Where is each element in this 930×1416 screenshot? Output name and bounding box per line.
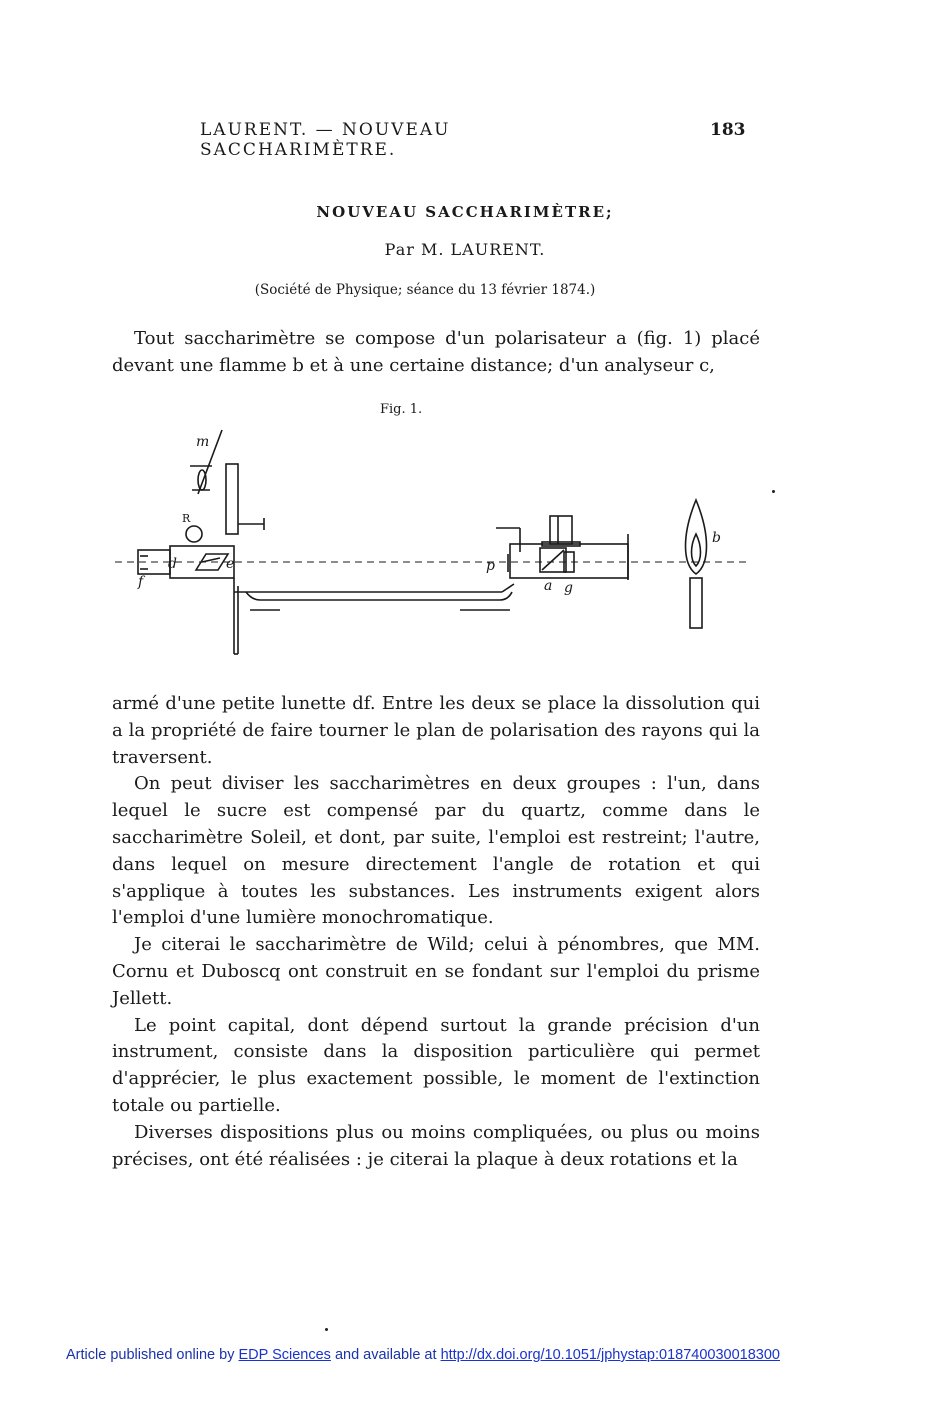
article-title: NOUVEAU SACCHARIMÈTRE;	[316, 203, 614, 221]
label-b: b	[712, 530, 721, 546]
label-a: a	[544, 578, 553, 594]
footer-middle: and available at	[330, 1347, 441, 1363]
vertical-plate	[226, 464, 238, 534]
saccharimeter-figure	[110, 424, 770, 664]
paragraph: On peut diviser les saccharimètres en deux groupes : l'un, dans lequel le sucre est compensé par du quartz, comme dans le saccharimètre Soleil, et dont, par suite, l'emploi est restreint; l'autre, dans lequel on mesure directement l'angle de rotation et qui s'applique à toutes les substances. Les instruments exigent alors l'emploi d'une lumière monochromatique.	[112, 773, 760, 929]
paragraph: Diverses dispositions plus ou moins compliquées, ou plus ou moins précises, ont été réalisées : je citerai la plaque à deux rotations et la	[112, 1121, 760, 1170]
body-text	[112, 691, 760, 1173]
publisher-link[interactable]: EDP Sciences	[238, 1347, 331, 1363]
running-head: LAURENT. — NOUVEAU SACCHARIMÈTRE.	[200, 120, 451, 160]
label-m: m	[196, 434, 210, 450]
paragraph: Tout saccharimètre se compose d'un polarisateur a (fig. 1) placé devant une flamme b et à une certaine distance; d'un analyseur c,	[112, 328, 760, 376]
footer-prefix: Article published online by	[66, 1347, 239, 1363]
intro-paragraph	[112, 326, 760, 380]
paragraph: Le point capital, dont dépend surtout la grande précision d'un instrument, consiste dans la disposition particulière qui permet d'apprécier, le plus exactement possible, le moment de l'extinction totale ou partielle.	[112, 1014, 760, 1116]
label-g: g	[564, 580, 573, 596]
label-d: d	[168, 556, 177, 572]
polariser-housing	[510, 544, 628, 578]
figure-caption: Fig. 1.	[380, 402, 423, 417]
publication-footer	[66, 1347, 780, 1363]
flame	[686, 500, 707, 574]
page-number: 183	[710, 120, 746, 140]
label-e: e	[226, 556, 235, 572]
print-speck	[325, 1328, 328, 1331]
author-byline: Par M. LAURENT.	[384, 240, 546, 259]
paragraph: armé d'une petite lunette df. Entre les deux se place la dissolution qui a la propriété de faire tourner le plan de polarisation des rayons qui la traversent.	[112, 693, 760, 768]
label-R: R	[182, 512, 191, 525]
knob-R	[186, 526, 202, 542]
paragraph: Je citerai le saccharimètre de Wild; celui à pénombres, que MM. Cornu et Duboscq ont construit en se fondant sur l'emploi du prisme Jellett.	[112, 934, 760, 1009]
burner	[690, 578, 702, 628]
print-speck	[772, 490, 775, 493]
session-note: (Société de Physique; séance du 13 février 1874.)	[254, 282, 596, 298]
doi-link[interactable]: http://dx.doi.org/10.1051/jphystap:018740030018300	[440, 1347, 780, 1363]
label-f: f	[138, 574, 144, 590]
label-p: p	[486, 558, 495, 574]
